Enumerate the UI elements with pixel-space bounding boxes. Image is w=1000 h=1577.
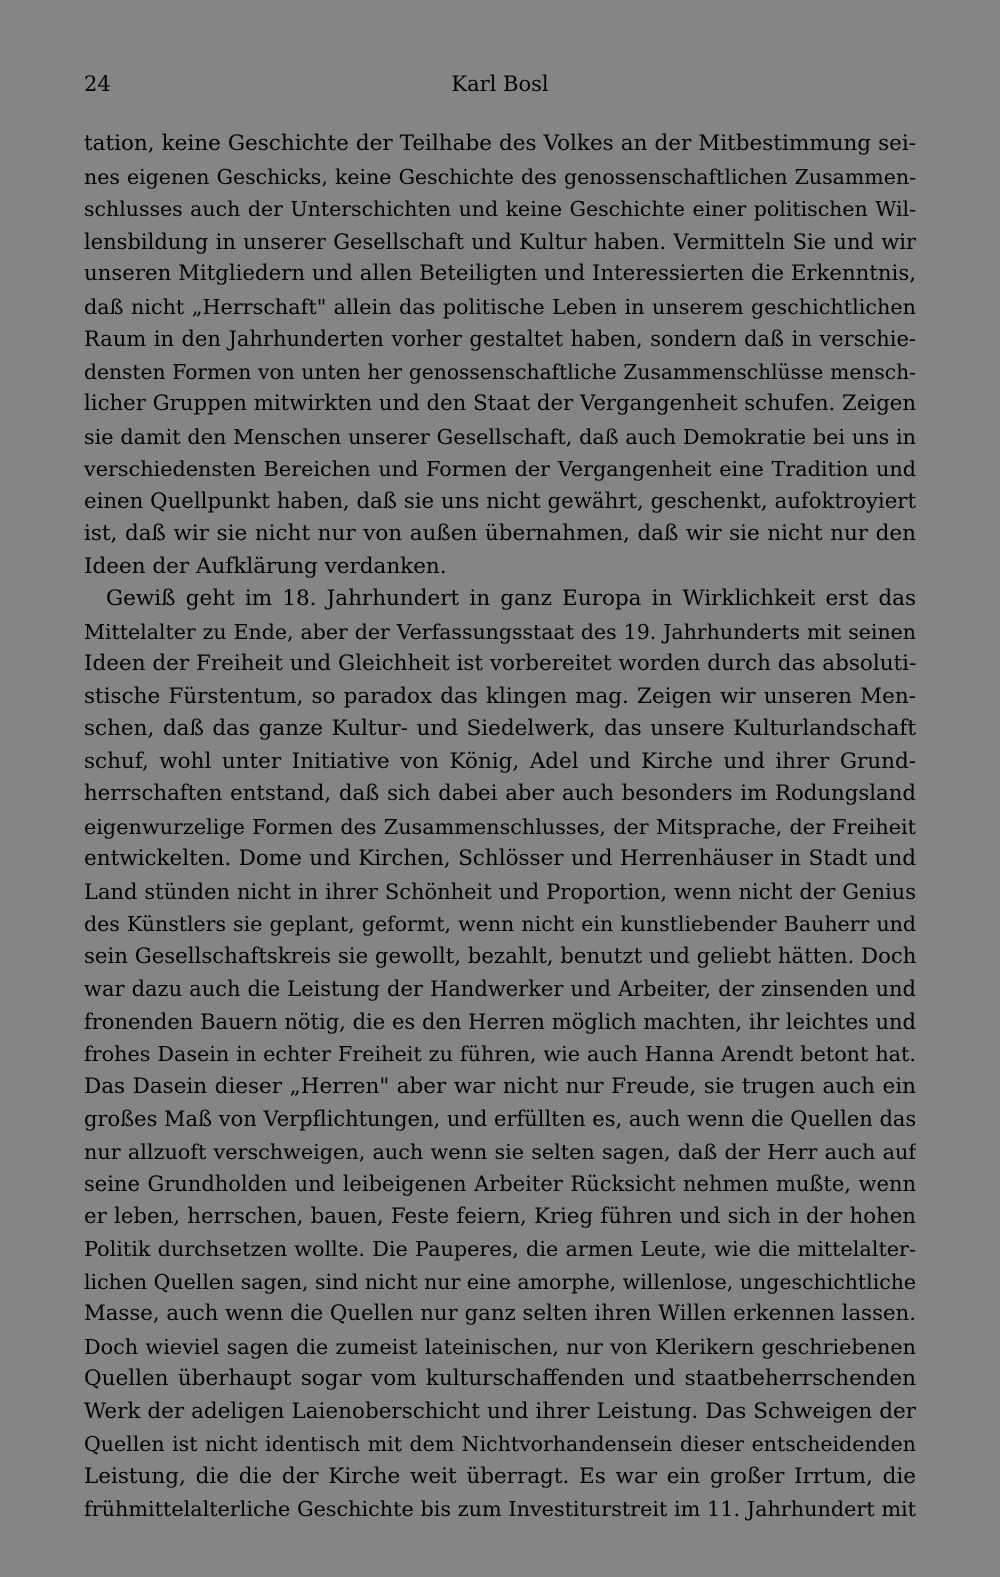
text-line: Mittelalter zu Ende, aber der Verfassungsstaat des 19. Jahrhunderts mit seinen xyxy=(84,619,916,644)
text-line: stische Fürstentum, so paradox das klingen mag. Zeigen wir unseren Men- xyxy=(84,683,916,709)
page-header xyxy=(84,72,916,108)
text-line: daß nicht „Herrschaft" allein das politische Leben in unserem geschichtlichen xyxy=(84,294,916,319)
text-line: Quellen überhaupt sogar vom kulturschaffenden und staatbeherrschenden xyxy=(84,1366,916,1391)
text-line: Werk der adeligen Laienoberschicht und ihrer Leistung. Das Schweigen der xyxy=(84,1398,916,1424)
text-line: seine Grundholden und leibeigenen Arbeiter Rücksicht nehmen mußte, wenn xyxy=(84,1172,916,1196)
text-line: herrschaften entstand, daß sich dabei aber auch besonders im Rodungsland xyxy=(84,781,916,806)
text-line: einen Quellpunkt haben, daß sie uns nicht gewährt, geschenkt, aufoktroyiert xyxy=(84,488,916,514)
running-head: Karl Bosl xyxy=(451,72,549,96)
text-line: großes Maß von Verpflichtungen, und erfüllten es, auch wenn die Quellen das xyxy=(84,1107,916,1131)
text-line: unseren Mitgliedern und allen Beteiligten und Interessierten die Erkenntnis, xyxy=(84,261,916,286)
paragraph-2 xyxy=(84,583,916,1526)
text-line: ist, daß wir sie nicht nur von außen übernahmen, daß wir sie nicht nur den xyxy=(84,521,916,546)
text-line: nur allzuoft verschweigen, auch wenn sie selten sagen, daß der Herr auch auf xyxy=(84,1139,916,1164)
text-line: eigenwurzelige Formen des Zusammenschlusses, der Mitsprache, der Freiheit xyxy=(84,814,916,839)
text-line: Quellen ist nicht identisch mit dem Nichtvorhandensein dieser entscheidenden xyxy=(84,1432,916,1456)
text-line: fronenden Bauern nötig, die es den Herren möglich machten, ihr leichtes und xyxy=(84,1009,916,1034)
text-line: densten Formen von unten her genossenschaftliche Zusammenschlüsse mensch- xyxy=(84,359,916,384)
text-line: Das Dasein dieser „Herren" aber war nicht nur Freude, sie trugen auch ein xyxy=(84,1073,916,1099)
body-text xyxy=(84,128,916,1526)
text-line: Gewiß geht im 18. Jahrhundert in ganz Europa in Wirklichkeit erst das xyxy=(106,586,916,611)
text-line: Ideen der Freiheit und Gleichheit ist vorbereitet worden durch das absoluti- xyxy=(84,651,916,676)
text-line: des Künstlers sie geplant, geformt, wenn nicht ein kunstliebender Bauherr und xyxy=(84,912,916,936)
text-line: schen, daß das ganze Kultur- und Siedelwerk, das unsere Kulturlandschaft xyxy=(84,716,916,741)
text-line: sie damit den Menschen unserer Gesellschaft, daß auch Demokratie bei uns in xyxy=(84,424,916,449)
text-line: tation, keine Geschichte der Teilhabe des Volkes an der Mitbestimmung sei- xyxy=(84,131,916,156)
text-line: frühmittelalterliche Geschichte bis zum Investiturstreit im 11. Jahrhundert mit xyxy=(84,1497,916,1521)
text-line: Politik durchsetzen wollte. Die Pauperes, die armen Leute, wie die mittelalter- xyxy=(84,1237,916,1261)
text-line: Raum in den Jahrhunderten vorher gestaltet haben, sondern daß in verschie- xyxy=(84,327,916,351)
text-line: frohes Dasein in echter Freiheit zu führen, wie auch Hanna Arendt betont hat. xyxy=(84,1042,916,1066)
text-line: war dazu auch die Leistung der Handwerker und Arbeiter, der zinsenden und xyxy=(84,977,916,1001)
paragraph-1 xyxy=(84,128,916,583)
text-line: verschiedensten Bereichen und Formen der Vergangenheit eine Tradition und xyxy=(84,457,916,481)
text-line: lensbildung in unserer Gesellschaft und Kultur haben. Vermitteln Sie und wir xyxy=(84,229,916,254)
text-line: Leistung, die die der Kirche weit überragt. Es war ein großer Irrtum, die xyxy=(84,1463,916,1489)
text-line: nes eigenen Geschicks, keine Geschichte des genossenschaftlichen Zusammen- xyxy=(84,164,916,189)
text-line: sein Gesellschaftskreis sie gewollt, bezahlt, benutzt und geliebt hätten. Doch xyxy=(84,943,916,969)
text-line: lichen Quellen sagen, sind nicht nur eine amorphe, willenlose, ungeschichtliche xyxy=(84,1269,916,1294)
text-line: Land stünden nicht in ihrer Schönheit und Proportion, wenn nicht der Genius xyxy=(84,879,916,904)
page-number: 24 xyxy=(84,72,111,96)
text-line: schlusses auch der Unterschichten und keine Geschichte einer politischen Wil- xyxy=(84,197,916,221)
text-line: er leben, herrschen, bauen, Feste feiern, Krieg führen und sich in der hohen xyxy=(84,1203,916,1229)
text-line: licher Gruppen mitwirkten und den Staat der Vergangenheit schufen. Zeigen xyxy=(84,391,916,416)
text-line: schuf, wohl unter Initiative von König, Adel und Kirche und ihrer Grund- xyxy=(84,748,916,774)
text-line: Masse, auch wenn die Quellen nur ganz selten ihren Willen erkennen lassen. xyxy=(84,1301,916,1326)
text-line: entwickelten. Dome und Kirchen, Schlösser und Herrenhäuser in Stadt und xyxy=(84,846,916,871)
text-line: Ideen der Aufklärung verdanken. xyxy=(84,553,447,579)
text-line: Doch wieviel sagen die zumeist lateinischen, nur von Klerikern geschriebenen xyxy=(84,1334,916,1359)
